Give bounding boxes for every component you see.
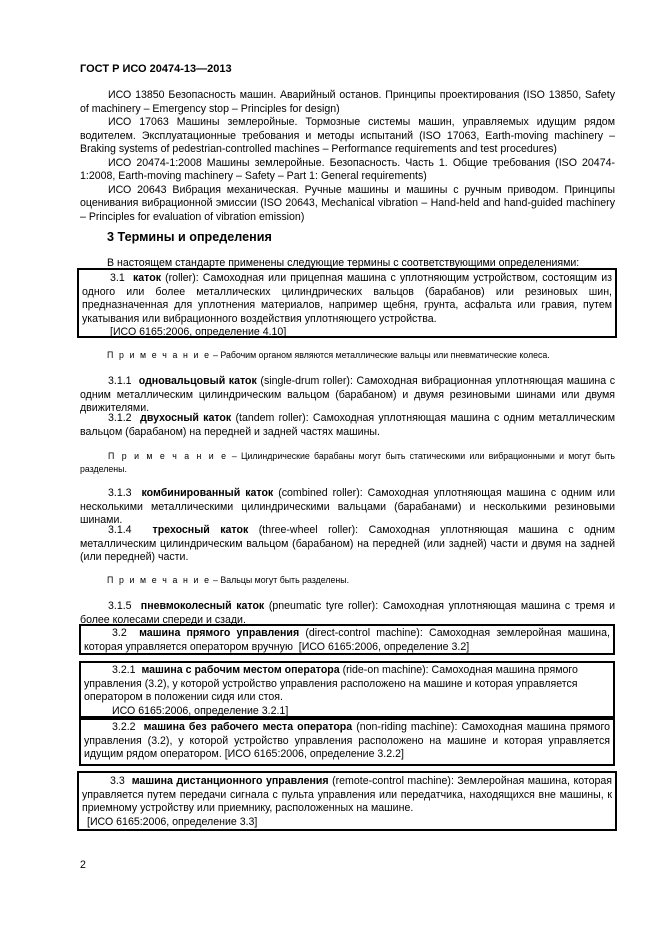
term-name: пневмоколесный каток — [140, 600, 265, 612]
term-3-1-3: 3.1.3 комбинированный каток (combined roller): Самоходная уплотняющая машина с одним или несколькими металлическими цилиндрическими вальцами (барабанами) и несколькими резиновыми шинами. — [80, 487, 615, 526]
note: П р и м е ч а н и е – Рабочим органом являются металлические вальцы или пневматические колеса. — [107, 350, 550, 360]
reference-item: ИСО 17063 Машины землеройные. Тормозные системы машин, управляемых идущим рядом водителем. Эксплуатационные требования и методы испытаний (ISO 17063, Earth-moving machinery – Braking systems of pedestrian-controlled machines – Performance requirements and test procedures) — [80, 116, 615, 155]
reference-item: ИСО 20474-1:2008 Машины землеройные. Безопасность. Часть 1. Общие требования (ISO 20474-1:2008, Earth-moving machinery – Safety – Part 1: General requirements) — [80, 156, 615, 182]
term-definition: 3.1 каток (roller): Самоходная или прицепная машина с уплотняющим устройством, состоящим из одного или более металлических цилиндрических вальцов (барабанов) или резиновых шин, предназначенная для уплотнения материалов, например щебня, грунта, асфальта или гравия, путем укатывания или вибрационного воздействия уплотняющего устройства. — [82, 272, 612, 325]
term-source: ИСО 6165:2006, определение 3.2.1] — [112, 704, 289, 717]
term-source: [ИСО 6165:2006, определение 3.3] — [87, 815, 258, 828]
term-source: [ИСО 6165:2006, определение 4.10] — [110, 326, 287, 338]
note: П р и м е ч а н и е – Цилиндрические барабаны могут быть статическими или вибрационными и могут быть разделены. — [80, 451, 615, 474]
term-box-3-2 — [79, 624, 615, 655]
term-name: машина без рабочего места оператора — [143, 721, 353, 733]
term-name: двухосный каток — [140, 412, 232, 424]
page-number: 2 — [80, 859, 86, 871]
term-3-1-4: 3.1.4 трехосный каток (three-wheel roller): Самоходная уплотняющая машина с одним металлическим цилиндрическим вальцом (барабаном) на передней (или задней) части и двумя на задней (или передней) части. — [80, 524, 615, 563]
term-box-3-2-1 — [79, 661, 615, 718]
term-3-1-2: 3.1.2 двухосный каток (tandem roller): Самоходная уплотняющая машина с одним металлическим вальцом (барабаном) на передней и задней частях машины. — [80, 412, 615, 438]
term-name: трехосный каток — [152, 524, 249, 536]
term-definition: 3.2.2 машина без рабочего места оператора (non-riding machine): Самоходная машина прямого управления (3.2), у которой устройство управления расположено на машине и которая управляется идущим рядом оператором. [ИСО 6165:2006, определение 3.2.2] — [84, 721, 611, 760]
normative-references — [80, 89, 615, 224]
term-box-3-2-2 — [79, 718, 615, 766]
term-definition: 3.2.1 машина с рабочим местом оператора (ride-on machine): Самоходная машина прямого управления (3.2), у которой устройство управления расположено на машине и которая управляется оператором в положении сидя или стоя. — [84, 664, 578, 703]
term-name: машина с рабочим местом оператора — [141, 664, 340, 676]
term-definition: 3.2 машина прямого управления (direct-control machine): Самоходная землеройная машина, которая управляется оператором вручную [ИСО 6165:2006, определение 3.2] — [84, 627, 610, 653]
section-intro: В настоящем стандарте применены следующие термины с соответствующими определениями: — [107, 257, 580, 269]
term-name: машина дистанционного управления — [131, 775, 329, 787]
term-name: одновальцовый каток — [138, 375, 257, 387]
term-box-3-3 — [77, 771, 617, 831]
reference-item: ИСО 20643 Вибрация механическая. Ручные машины и машины с ручным приводом. Принципы оценивания вибрационной эмиссии (ISO 20643, Mechanical vibration – Hand-held and hand-guided machinery – Principles for evaluation of vibration emission) — [80, 183, 615, 223]
section-title: 3 Термины и определения — [107, 230, 272, 244]
note: П р и м е ч а н и е – Вальцы могут быть разделены. — [107, 575, 350, 585]
reference-item: ИСО 13850 Безопасность машин. Аварийный останов. Принципы проектирования (ISO 13850, Safety of machinery – Emergency stop – Principles for design) — [80, 89, 615, 115]
term-box-3-1 — [77, 268, 617, 338]
term-3-1-5: 3.1.5 пневмоколесный каток (pneumatic tyre roller): Самоходная уплотняющая машина с тремя и более колесами спереди и сзади. — [80, 600, 615, 626]
term-name: каток — [132, 272, 161, 284]
document-header: ГОСТ Р ИСО 20474-13—2013 — [80, 63, 232, 75]
term-name: комбинированный каток — [141, 487, 274, 499]
term-source: [ИСО 6165:2006, определение 3.2] — [298, 640, 470, 653]
term-name: машина прямого управления — [139, 627, 300, 639]
term-3-1-1: 3.1.1 одновальцовый каток (single-drum roller): Самоходная вибрационная уплотняющая машина с одним металлическим цилиндрическим вальцом (барабаном) и двумя резиновыми шинами или двумя движителями. — [80, 375, 615, 414]
term-definition: 3.3 машина дистанционного управления (remote-control machine): Землеройная машина, которая управляется путем передачи сигнала с пульта управления или передатчика, находящихся вне машины, к приемному устройству или приемнику, расположенных на машине. — [82, 775, 613, 814]
